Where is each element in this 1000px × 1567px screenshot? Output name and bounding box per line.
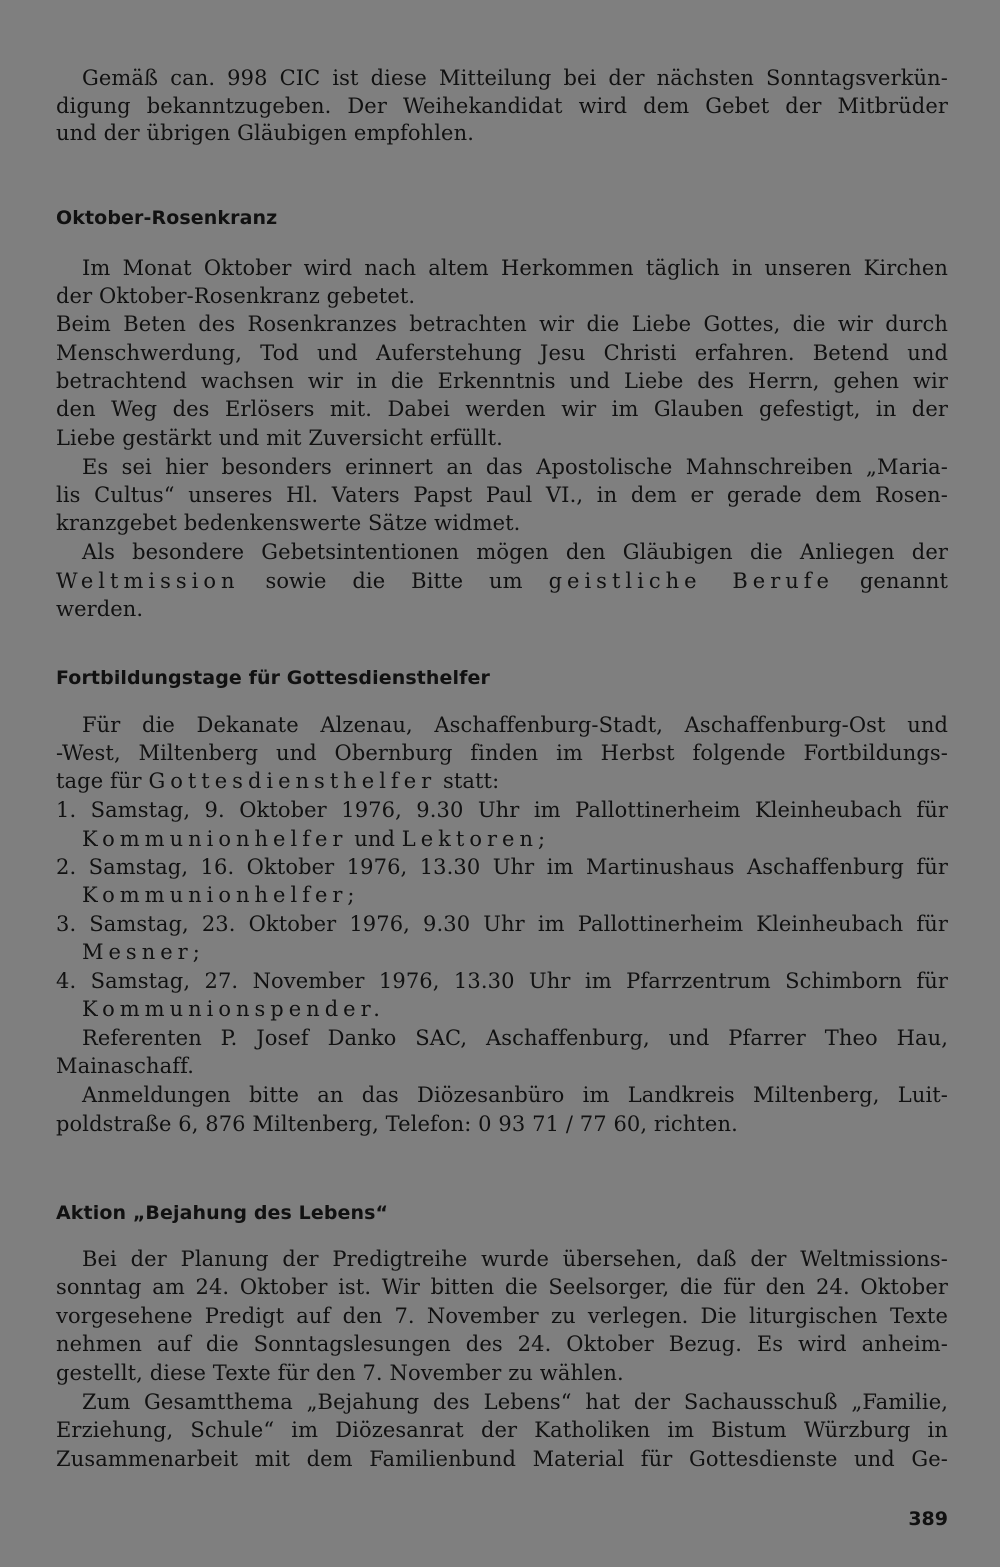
- paragraph-line: kranzgebet bedenkenswerte Sätze widmet.: [56, 511, 521, 535]
- paragraph-line: Als besondere Gebetsintentionen mögen den Gläubigen die Anliegen der: [82, 540, 948, 564]
- list-item-continuation: [82, 825, 948, 853]
- list-item-continuation: [82, 995, 948, 1023]
- paragraph-line-spaced: [56, 767, 948, 795]
- paragraph-line: gestellt, diese Texte für den 7. November zu wählen.: [56, 1361, 624, 1385]
- intro-line: Gemäß can. 998 CIC ist diese Mitteilung bei der nächsten Sonntagsverkün-: [82, 66, 948, 90]
- paragraph-line: der Oktober-Rosenkranz gebetet.: [56, 284, 416, 308]
- text-fragment: und: [354, 827, 396, 851]
- paragraph-line: Erziehung, Schule“ im Diözesanrat der Katholiken im Bistum Würzburg in: [56, 1418, 948, 1442]
- text-fragment: sowie die Bitte um: [265, 569, 523, 593]
- list-item: 1. Samstag, 9. Oktober 1976, 9.30 Uhr im Pallottinerheim Kleinheubach für: [56, 798, 948, 822]
- paragraph-line-spaced: [56, 567, 948, 595]
- paragraph-line: -West, Miltenberg und Obernburg finden im Herbst folgende Fortbildungs-: [56, 741, 948, 765]
- paragraph-line: Zum Gesamtthema „Bejahung des Lebens“ hat der Sachausschuß „Familie,: [82, 1390, 948, 1414]
- paragraph-line: Bei der Planung der Predigtreihe wurde übersehen, daß der Weltmissions-: [82, 1247, 948, 1271]
- page-number: 389: [908, 1508, 948, 1530]
- spaced-term: Lektoren;: [401, 827, 551, 851]
- paragraph-line: nehmen auf die Sonntagslesungen des 24. Oktober Bezug. Es wird anheim-: [56, 1332, 948, 1356]
- paragraph-line: Zusammenarbeit mit dem Familienbund Material für Gottesdienste und Ge-: [56, 1447, 948, 1471]
- list-item: 2. Samstag, 16. Oktober 1976, 13.30 Uhr im Martinushaus Aschaffenburg für: [56, 855, 948, 879]
- text-fragment: genannt: [859, 569, 948, 593]
- paragraph-line: Es sei hier besonders erinnert an das Apostolische Mahnschreiben „Maria-: [82, 455, 948, 479]
- paragraph-line: Beim Beten des Rosenkranzes betrachten wir die Liebe Gottes, die wir durch: [56, 312, 948, 336]
- spaced-term: geistliche Berufe: [548, 569, 834, 593]
- paragraph-line: betrachtend wachsen wir in die Erkenntnis und Liebe des Herrn, gehen wir: [56, 369, 948, 393]
- list-item: 4. Samstag, 27. November 1976, 13.30 Uhr im Pfarrzentrum Schimborn für: [56, 969, 948, 993]
- spaced-term: Kommunionhelfer;: [82, 883, 360, 907]
- section-heading-rosenkranz: Oktober-Rosenkranz: [56, 207, 278, 229]
- paragraph-line: Menschwerdung, Tod und Auferstehung Jesu Christi erfahren. Betend und: [56, 341, 948, 365]
- intro-line: digung bekanntzugeben. Der Weihekandidat wird dem Gebet der Mitbrüder: [56, 94, 948, 118]
- text-fragment: tage für: [56, 769, 142, 793]
- paragraph-line: Für die Dekanate Alzenau, Aschaffenburg-Stadt, Aschaffenburg-Ost und: [82, 713, 948, 737]
- paragraph-line: vorgesehene Predigt auf den 7. November zu verlegen. Die liturgischen Texte: [56, 1304, 948, 1328]
- paragraph-line: lis Cultus“ unseres Hl. Vaters Papst Paul VI., in dem er gerade dem Rosen-: [56, 483, 948, 507]
- intro-line: und der übrigen Gläubigen empfohlen.: [56, 121, 474, 145]
- paragraph-line: Im Monat Oktober wird nach altem Herkommen täglich in unseren Kirchen: [82, 256, 948, 280]
- paragraph-line: poldstraße 6, 876 Miltenberg, Telefon: 0 93 71 / 77 60, richten.: [56, 1112, 738, 1136]
- list-item-continuation: [82, 938, 948, 966]
- paragraph-line: den Weg des Erlösers mit. Dabei werden wir im Glauben gefestigt, in der: [56, 397, 948, 421]
- paragraph-line: Mainaschaff.: [56, 1054, 195, 1078]
- spaced-term: Kommunionspender.: [82, 997, 385, 1021]
- section-heading-aktion: Aktion „Bejahung des Lebens“: [56, 1202, 389, 1224]
- paragraph-line: Liebe gestärkt und mit Zuversicht erfüllt.: [56, 426, 503, 450]
- paragraph-line: Referenten P. Josef Danko SAC, Aschaffenburg, und Pfarrer Theo Hau,: [82, 1026, 948, 1050]
- spaced-term: Weltmission: [56, 569, 240, 593]
- section-heading-fortbildung: Fortbildungstage für Gottesdiensthelfer: [56, 667, 490, 689]
- paragraph-line: sonntag am 24. Oktober ist. Wir bitten die Seelsorger, die für den 24. Oktober: [56, 1275, 948, 1299]
- list-item: 3. Samstag, 23. Oktober 1976, 9.30 Uhr im Pallottinerheim Kleinheubach für: [56, 912, 948, 936]
- spaced-term: Gottesdiensthelfer: [148, 769, 437, 793]
- paragraph-line: Anmeldungen bitte an das Diözesanbüro im Landkreis Miltenberg, Luit-: [82, 1083, 948, 1107]
- spaced-term: Kommunionhelfer: [82, 827, 348, 851]
- spaced-term: Mesner;: [82, 940, 205, 964]
- list-item-continuation: [82, 881, 948, 909]
- text-fragment: statt:: [442, 769, 500, 793]
- paragraph-line: werden.: [56, 597, 144, 621]
